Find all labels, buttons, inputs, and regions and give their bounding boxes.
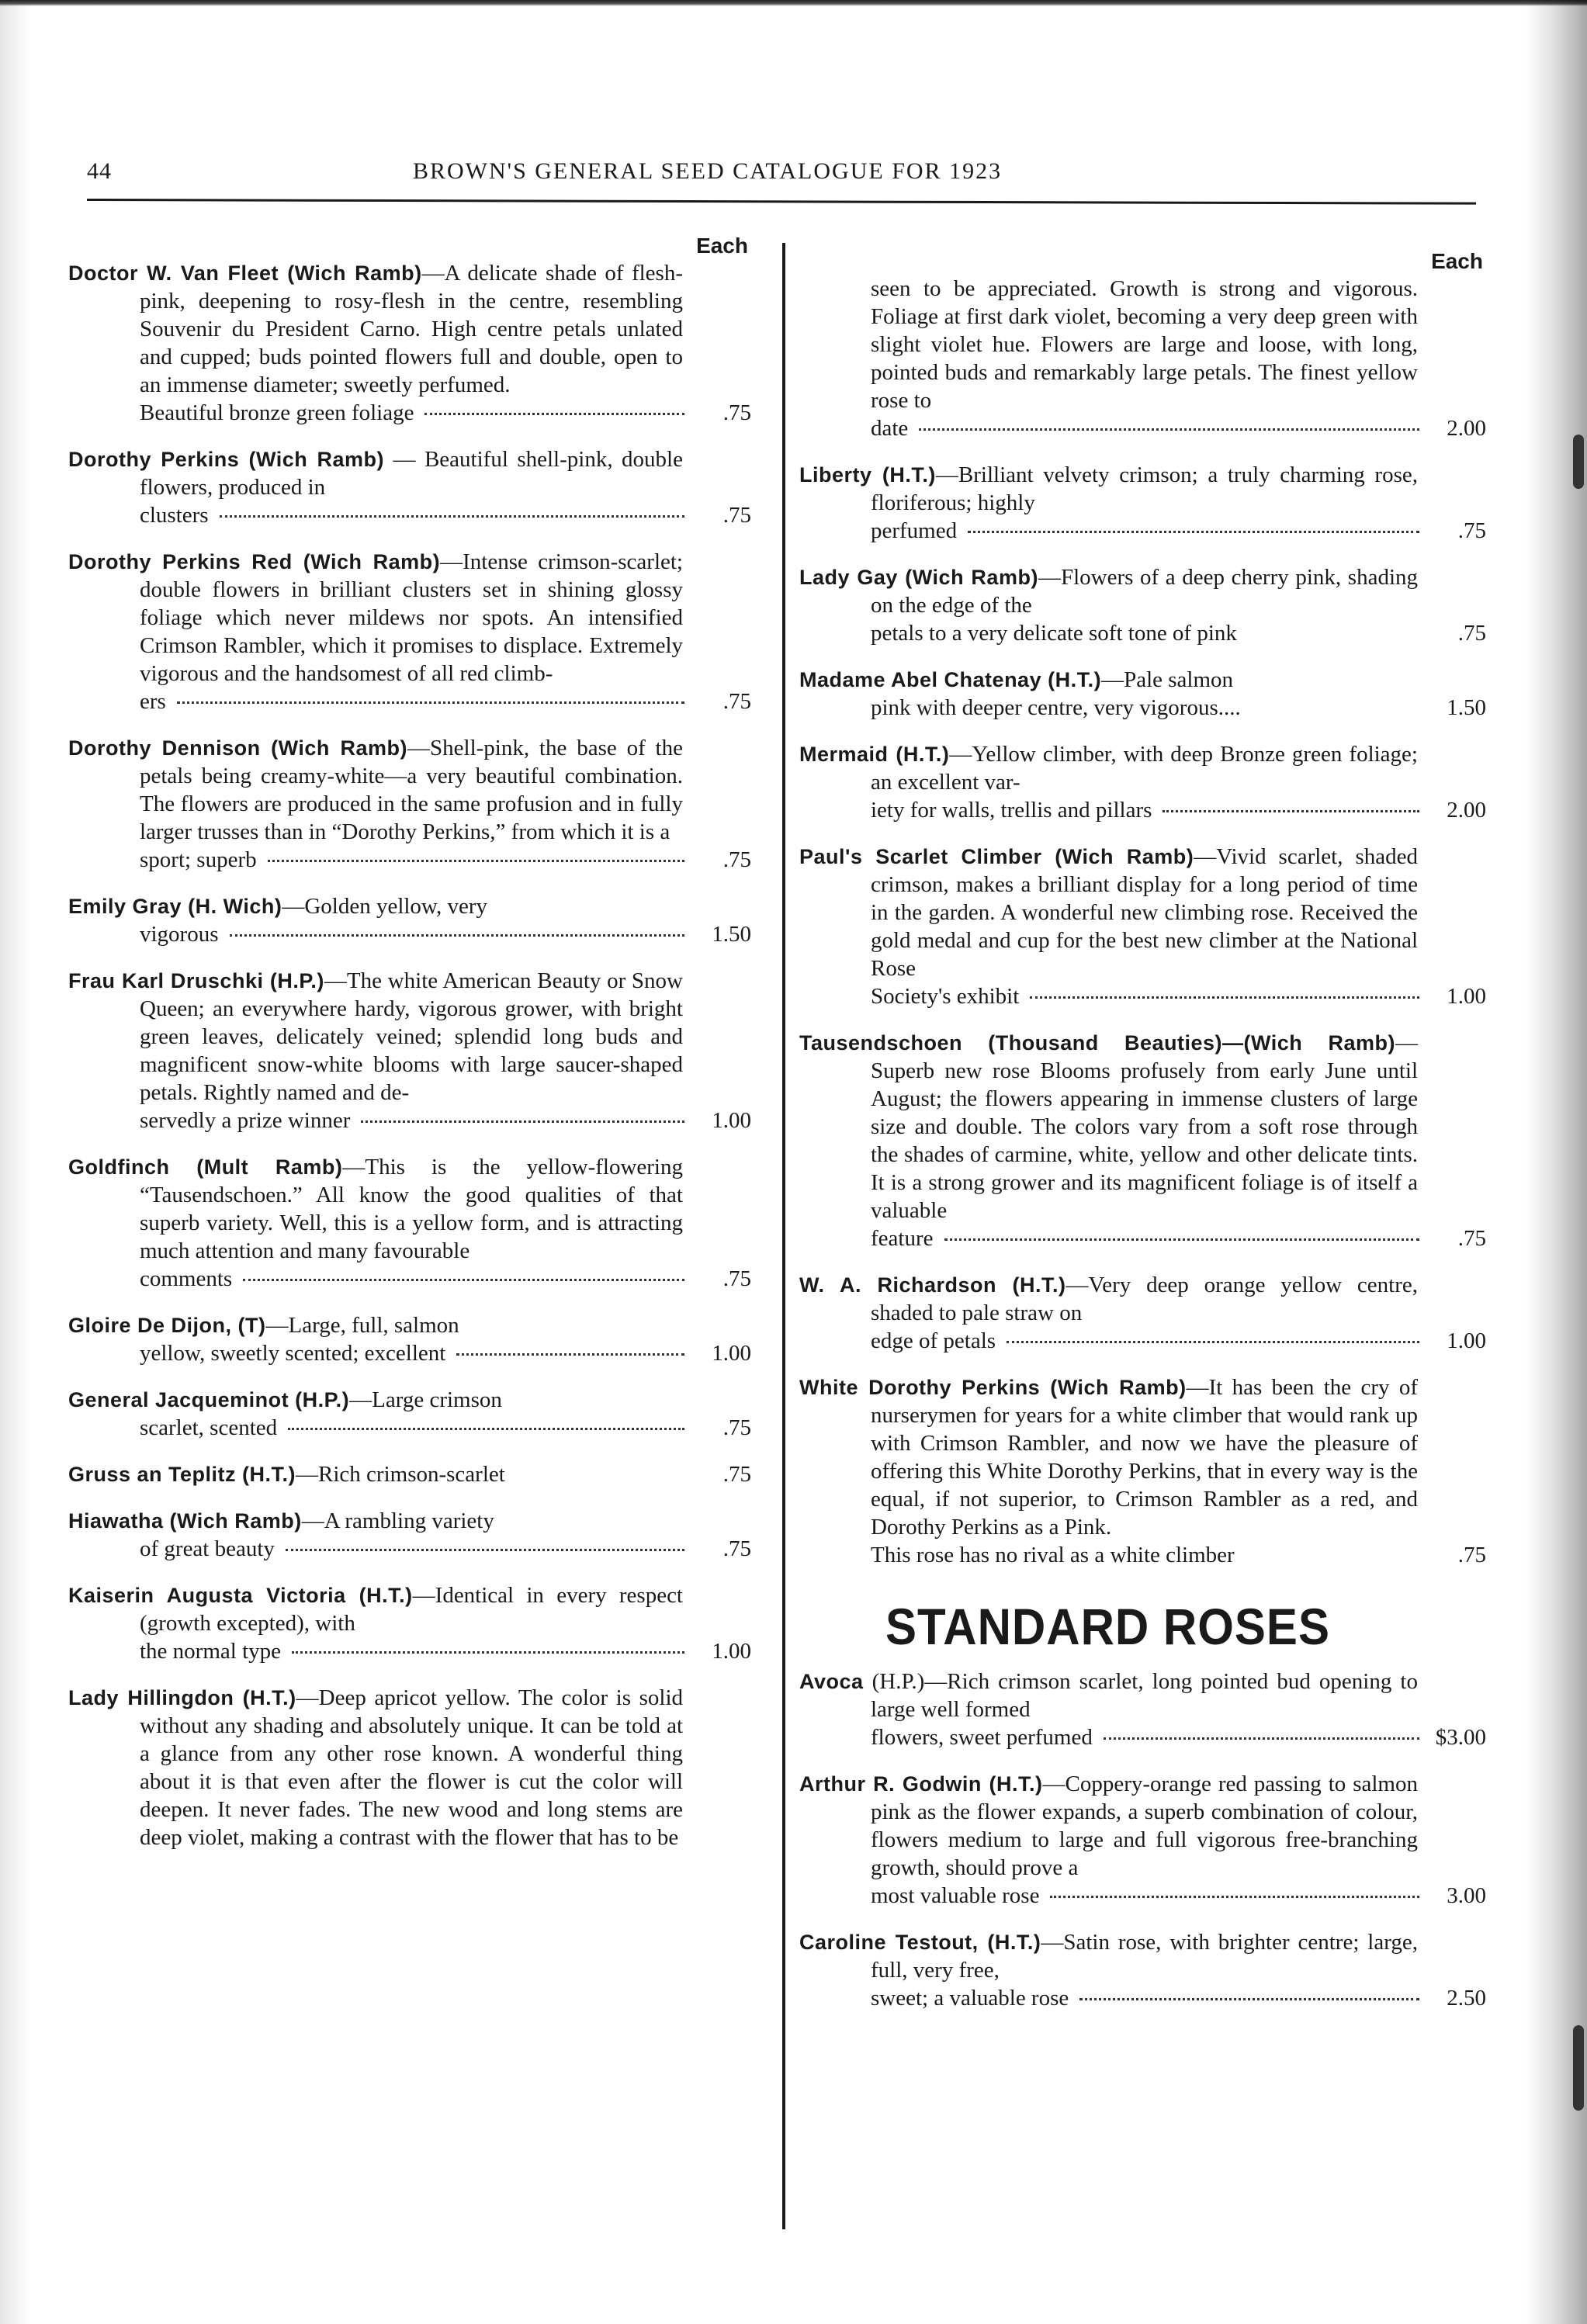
rose-variety-name: Gruss an Teplitz (H.T.) — [68, 1463, 296, 1486]
rose-variety-name: Doctor W. Van Fleet (Wich Ramb) — [68, 261, 422, 285]
entry-price: .75 — [1457, 1226, 1486, 1251]
entry-last-line — [799, 1541, 1486, 1569]
entry-last-line — [68, 1265, 751, 1293]
rose-variety-name: White Dorothy Perkins (Wich Ramb) — [799, 1376, 1187, 1399]
each-price-heading: Each — [696, 234, 748, 258]
entry-description — [799, 1668, 1486, 1723]
catalogue-entry — [68, 1581, 751, 1665]
rose-variety-name: General Jacqueminot (H.P.) — [68, 1388, 350, 1411]
entry-last-text: This rose has no rival as a white climber — [871, 1543, 1235, 1567]
entry-price: .75 — [722, 1415, 751, 1440]
dot-leader — [230, 934, 685, 937]
catalogue-entry — [68, 1386, 751, 1442]
standard-roses-list — [799, 1668, 1486, 2012]
entry-description — [799, 1928, 1486, 1984]
entry-last-line — [68, 688, 751, 715]
catalogue-entry — [68, 734, 751, 874]
rose-variety-name: Mermaid (H.T.) — [799, 743, 950, 766]
entry-last-text: Beautiful bronze green foliage — [140, 400, 414, 425]
rose-description: —Rich crimson-scarlet — [296, 1462, 505, 1487]
catalogue-entry — [799, 1770, 1486, 1910]
entry-last-line — [68, 1637, 751, 1665]
entry-last-line — [68, 1535, 751, 1563]
rose-description: —Brilliant velvety crimson; a truly charming rose, floriferous; highly — [871, 462, 1418, 515]
catalogue-entry — [68, 1507, 751, 1563]
rose-description: —Pale salmon — [1101, 667, 1234, 692]
entry-description — [68, 259, 751, 399]
rose-variety-name: Dorothy Perkins Red (Wich Ramb) — [68, 550, 441, 573]
dot-leader — [944, 1238, 1420, 1241]
entry-last-text: the normal type — [140, 1639, 282, 1664]
catalogue-entry — [799, 740, 1486, 824]
page-right-shadow — [1525, 0, 1587, 2324]
entry-last-text: clusters — [140, 503, 209, 528]
rose-description: —Yellow climber, with deep Bronze green foliage; an excellent var- — [871, 742, 1418, 795]
catalogue-entry — [68, 1460, 751, 1488]
entry-last-line — [68, 399, 751, 427]
entry-last-text: of great beauty — [140, 1536, 275, 1561]
entry-price: 2.00 — [1447, 798, 1486, 823]
rose-variety-name: Lady Gay (Wich Ramb) — [799, 566, 1038, 589]
entry-price: .75 — [1457, 518, 1486, 543]
dot-leader — [456, 1353, 684, 1356]
dot-leader — [288, 1428, 684, 1430]
entry-price: 1.00 — [712, 1639, 751, 1664]
entry-description — [68, 892, 751, 920]
entry-price: 1.50 — [1447, 695, 1486, 720]
rose-variety-name: Hiawatha (Wich Ramb) — [68, 1509, 302, 1533]
entry-description — [68, 1386, 751, 1414]
catalogue-entry — [68, 445, 751, 529]
rose-description: —Intense crimson-scarlet; double flowers in brilliant clusters set in shining glossy foliage which never mildews nor spots. An intensified Crimson Rambler, which it promises to displace. Extremely vigorous and the handsomest of all red climb- — [140, 549, 683, 686]
rose-variety-name: Tausendschoen (Thousand Beauties)—(Wich Ramb) — [799, 1031, 1395, 1055]
rose-variety-name: Arthur R. Godwin (H.T.) — [799, 1772, 1043, 1796]
rose-description: —Vivid scarlet, shaded crimson, makes a brilliant display for a long period of time in the garden. A wonderful new climbing rose. Received the gold medal and cup for the best new climber at the National Rose — [871, 844, 1418, 981]
rose-variety-name: Madame Abel Chatenay (H.T.) — [799, 668, 1102, 691]
entry-last-line — [799, 1984, 1486, 2012]
entry-last-text: edge of petals — [871, 1328, 996, 1353]
entry-description — [68, 445, 751, 501]
rose-description: —A delicate shade of flesh-pink, deepening to rosy-flesh in the centre, resembling Souvenir du President Carno. High centre petals unlated and cupped; buds pointed flowers full and double, open to an immense diameter; sweetly perfumed. — [140, 261, 683, 397]
entry-description — [799, 843, 1486, 982]
rose-description: (H.P.)—Rich crimson scarlet, long pointed bud opening to large well formed — [863, 1669, 1418, 1722]
dot-leader — [220, 515, 684, 518]
entry-last-text: comments — [140, 1266, 233, 1291]
dot-leader — [1104, 1737, 1419, 1740]
entry-price: .75 — [722, 1266, 751, 1291]
entry-last-text: Society's exhibit — [871, 984, 1020, 1009]
entry-last-text: scarlet, scented — [140, 1415, 278, 1440]
entry-price: .75 — [1457, 1543, 1486, 1567]
entry-last-line — [799, 1723, 1486, 1751]
entry-description — [68, 967, 751, 1107]
rose-variety-name: Gloire De Dijon, (T) — [68, 1314, 266, 1337]
entry-description — [68, 548, 751, 688]
entry-last-line — [799, 796, 1486, 824]
rose-variety-name: Paul's Scarlet Climber (Wich Ramb) — [799, 845, 1194, 868]
entry-last-text: sport; superb — [140, 847, 257, 872]
dot-leader — [1163, 810, 1419, 812]
entry-last-line — [68, 1339, 751, 1367]
rose-variety-name: Emily Gray (H. Wich) — [68, 895, 282, 918]
entry-price: .75 — [722, 503, 751, 528]
entry-price: .75 — [722, 1462, 751, 1487]
entry-description — [799, 666, 1486, 694]
catalogue-entry — [799, 1271, 1486, 1355]
entry-last-line — [799, 1882, 1486, 1910]
rose-variety-name: Lady Hillingdon (H.T.) — [68, 1686, 296, 1709]
page-top-edge — [0, 0, 1587, 6]
entry-price: .75 — [722, 689, 751, 714]
dot-leader — [919, 428, 1419, 431]
entry-price: 1.00 — [1447, 984, 1486, 1009]
entry-description: seen to be appreciated. Growth is strong and vigorous. Foliage at first dark violet, becoming a very deep green with slight violet hue. Flowers are large and loose, with long, pointed buds and remarkably large petals. The finest yellow rose to — [871, 276, 1418, 413]
entry-price: .75 — [722, 1536, 751, 1561]
entry-last-line — [68, 1107, 751, 1134]
rose-description: —Large crimson — [349, 1387, 502, 1412]
entry-description — [68, 1460, 751, 1488]
entry-description — [799, 1373, 1486, 1541]
entry-last-text: date — [871, 416, 909, 441]
catalogue-entry — [68, 259, 751, 427]
entry-price: 1.50 — [712, 922, 751, 947]
entry-last-line — [68, 1414, 751, 1442]
entry-last-text: petals to a very delicate soft tone of pink — [871, 621, 1237, 646]
entry-last-text: perfumed — [871, 518, 958, 543]
entry-last-line — [799, 619, 1486, 647]
entry-last-text: iety for walls, trellis and pillars — [871, 798, 1152, 823]
entry-last-line — [799, 982, 1486, 1010]
dot-leader — [268, 860, 684, 862]
catalogue-entry — [799, 563, 1486, 647]
catalogue-entry — [799, 666, 1486, 722]
catalogue-entry — [68, 1153, 751, 1293]
entry-price: 3.00 — [1447, 1883, 1486, 1908]
rose-variety-name: W. A. Richardson (H.T.) — [799, 1273, 1066, 1297]
entry-last-text: sweet; a valuable rose — [871, 1986, 1069, 2011]
entry-last-line — [68, 846, 751, 874]
catalogue-entry — [799, 1928, 1486, 2012]
entry-description — [68, 1311, 751, 1339]
entry-description — [68, 1153, 751, 1265]
entry-last-text: most valuable rose — [871, 1883, 1040, 1908]
entry-last-line — [799, 517, 1486, 545]
entry-last-line — [799, 1224, 1486, 1252]
section-heading-standard-roses: STANDARD ROSES — [885, 1598, 1330, 1656]
entry-description — [68, 1581, 751, 1637]
entry-description — [799, 1271, 1486, 1327]
entry-price: .75 — [1457, 621, 1486, 646]
catalogue-entry — [799, 843, 1486, 1010]
right-entry-list — [799, 461, 1486, 1569]
entry-last-text: pink with deeper centre, very vigorous.... — [871, 695, 1241, 720]
rose-description: —Flowers of a deep cherry pink, shading on the edge of the — [871, 565, 1419, 618]
rose-description: —Large, full, salmon — [265, 1313, 459, 1338]
entry-last-line — [68, 920, 751, 948]
dot-leader — [177, 701, 684, 704]
entry-description — [799, 1029, 1486, 1224]
rose-description: —Coppery-orange red passing to salmon pink as the flower expands, a superb combination of colour, flowers medium to large and full vigorous free-branching growth, should prove a — [871, 1772, 1418, 1880]
dot-leader — [1030, 996, 1419, 999]
column-divider — [782, 243, 785, 2229]
running-title: BROWN'S GENERAL SEED CATALOGUE FOR 1923 — [413, 158, 1003, 184]
rose-variety-name: Dorothy Perkins (Wich Ramb) — [68, 448, 384, 471]
entry-last-text: yellow, sweetly scented; excellent — [140, 1341, 446, 1366]
rose-description: —Very deep orange yellow centre, shaded to pale straw on — [871, 1273, 1418, 1325]
entry-description — [799, 461, 1486, 517]
rose-variety-name: Goldfinch (Mult Ramb) — [68, 1155, 343, 1179]
catalogue-entry — [799, 1668, 1486, 1751]
entry-description — [799, 563, 1486, 619]
catalogue-entry — [68, 1684, 751, 1851]
rose-description: — Beautiful shell-pink, double flowers, produced in — [140, 447, 683, 500]
page-header — [87, 155, 1476, 202]
page-left-shadow — [0, 0, 31, 2324]
entry-last-line — [68, 501, 751, 529]
rose-variety-name: Avoca — [799, 1670, 864, 1693]
left-entry-list — [68, 259, 751, 1851]
scan-blot — [1573, 2025, 1584, 2111]
entry-price: 2.00 — [1447, 416, 1486, 441]
rose-description: —A rambling variety — [301, 1508, 494, 1533]
entry-description — [799, 1770, 1486, 1882]
entry-last-text: feature — [871, 1226, 934, 1251]
scan-blot — [1573, 435, 1584, 489]
rose-description: —Deep apricot yellow. The color is solid without any shading and absolutely unique. It can be told at a glance from any other rose known. A wonderful thing about it is that even after the flower is cut the color will deepen. It never fades. The new wood and long stems are deep violet, making a contrast with the flower that has to be — [140, 1685, 683, 1850]
entry-price: .75 — [722, 400, 751, 425]
dot-leader — [286, 1549, 684, 1551]
entry-description — [68, 1684, 751, 1851]
dot-leader — [1007, 1341, 1419, 1343]
rose-variety-name: Frau Karl Druschki (H.P.) — [68, 969, 324, 992]
entry-last-text: servedly a prize winner — [140, 1108, 351, 1133]
entry-last-line — [799, 414, 1486, 442]
entry-price: 1.00 — [712, 1341, 751, 1366]
dot-leader — [1050, 1896, 1419, 1898]
entry-price: .75 — [722, 847, 751, 872]
rose-description: —It has been the cry of nurserymen for years for a white climber that would rank up with Crimson Rambler, and now we have the pleasure of offering this White Dorothy Perkins, that in every way is the equal, if not superior, to Crimson Rambler as a red, and Dorothy Perkins as a Pink. — [871, 1375, 1419, 1540]
rose-variety-name: Kaiserin Augusta Victoria (H.T.) — [68, 1584, 413, 1607]
catalogue-entry — [68, 548, 751, 715]
right-column — [799, 233, 1486, 2031]
entry-price: 1.00 — [1447, 1328, 1486, 1353]
entry-last-text: vigorous — [140, 922, 219, 947]
catalogue-entry — [68, 967, 751, 1134]
entry-price: 2.50 — [1447, 1986, 1486, 2011]
catalogue-entry — [799, 1029, 1486, 1252]
rose-description: —The white American Beauty or Snow Queen; an everywhere hardy, vigorous grower, with bright green leaves, delicately veined; splendid long buds and magnificent snow-white blooms with large saucer-shaped petals. Rightly named and de- — [140, 968, 683, 1105]
entry-last-line — [799, 694, 1486, 722]
rose-description: —Golden yellow, very — [282, 894, 488, 919]
catalogue-entry — [799, 461, 1486, 545]
rose-description: —This is the yellow-flowering “Tausendschoen.” All know the good qualities of that superb variety. Well, this is a yellow form, and is attracting much attention and many favourable — [140, 1155, 683, 1263]
entry-price: $3.00 — [1435, 1725, 1486, 1750]
rose-variety-name: Caroline Testout, (H.T.) — [799, 1931, 1041, 1954]
dot-leader — [243, 1279, 684, 1281]
entry-description — [799, 740, 1486, 796]
rose-variety-name: Dorothy Dennison (Wich Ramb) — [68, 736, 408, 760]
entry-price: 1.00 — [712, 1108, 751, 1133]
rose-description: —Identical in every respect (growth excepted), with — [140, 1583, 683, 1636]
catalogue-entry — [68, 892, 751, 948]
dot-leader — [292, 1651, 684, 1654]
each-price-heading: Each — [1431, 249, 1483, 273]
entry-description — [68, 734, 751, 846]
continued-entry — [799, 275, 1486, 442]
rose-description: —Shell-pink, the base of the petals being creamy-white—a very beautiful combination. The flowers are produced in the same profusion and in fully larger trusses than in “Dorothy Perkins,” from which it is a — [140, 736, 683, 844]
entry-last-text: ers — [140, 689, 166, 714]
catalogue-entry — [68, 1311, 751, 1367]
catalogue-entry — [799, 1373, 1486, 1569]
left-column — [68, 233, 751, 1870]
rose-description: —Superb new rose Blooms profusely from early June until August; the flowers appearing in immense clusters of large size and double. The colors vary from a soft rose through the shades of carmine, white, yellow and other delicate tints. It is a strong grower and its magnificent foliage is of itself a valuable — [871, 1030, 1418, 1223]
entry-last-line — [799, 1327, 1486, 1355]
page-number: 44 — [87, 158, 112, 184]
dot-leader — [424, 413, 684, 415]
rose-variety-name: Liberty (H.T.) — [799, 463, 936, 487]
dot-leader — [1079, 1998, 1419, 2000]
entry-description — [68, 1507, 751, 1535]
dot-leader — [968, 531, 1419, 533]
rose-description: —Satin rose, with brighter centre; large, full, very free, — [871, 1930, 1418, 1983]
dot-leader — [361, 1120, 684, 1123]
entry-last-text: flowers, sweet perfumed — [871, 1725, 1093, 1750]
